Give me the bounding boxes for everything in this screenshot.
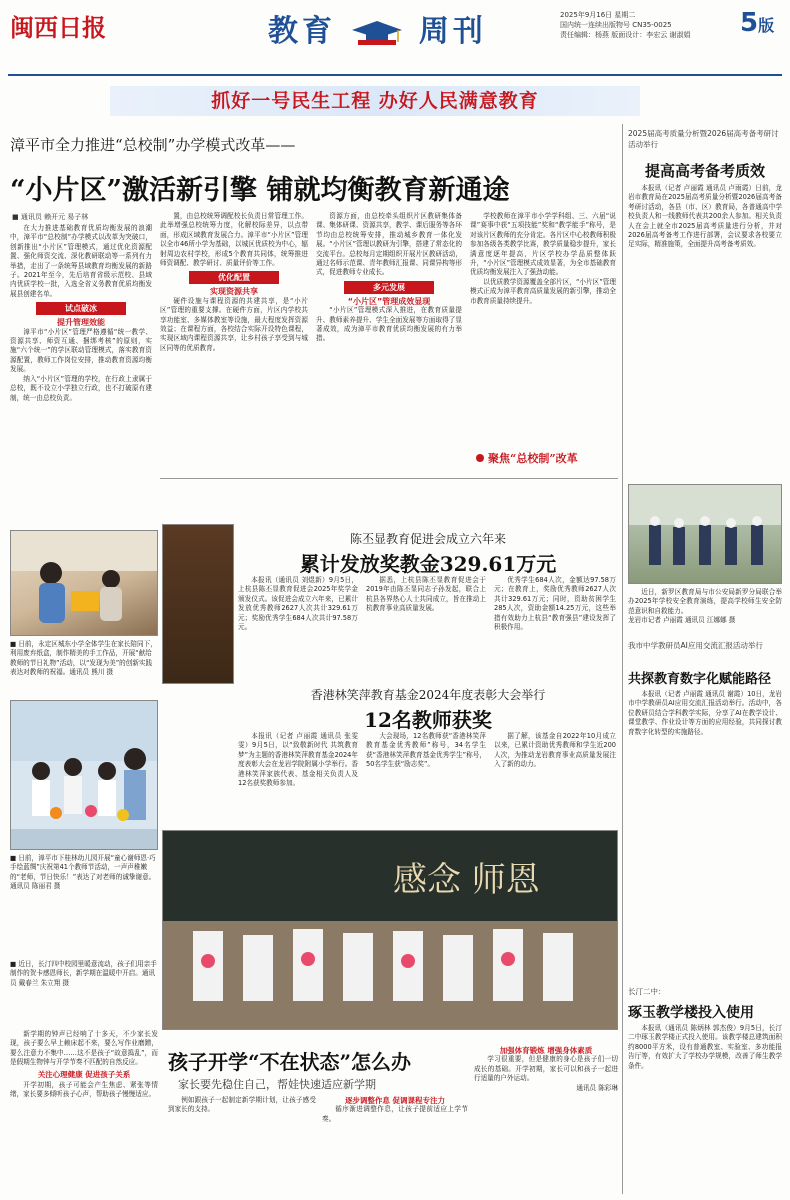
side-headline-3: 琢玉教学楼投入使用 bbox=[628, 1005, 754, 1021]
lead-subhead-3b: “小片区”管理成效显现 bbox=[347, 296, 431, 306]
lead-rule bbox=[160, 478, 618, 479]
lead-col3-text: 资源方面，由总校牵头组织片区教研集体备课、集体研课、资源共享，教学、课后服务等各环节均由总校统筹安排，推动城乡教育一体化发展。“小片区”管理以教研为引擎，搭建了常态化的交流平台。总校每月定期组织开展片区教研活动，通过名师示范课、青年教师汇报课、同课异构等形式，促进教师专业成长。 bbox=[316, 212, 462, 277]
bottom-col1-text: 新学期的钟声已经响了十多天，不少家长发现，孩子要么早上赖床起不来，要么写作业磨蹭，要么注意力不集中……这不是孩子“故意捣乱”，而是假期生物钟与开学节奏不匹配的自然反应。 bbox=[10, 1030, 158, 1067]
side-mini-title-1: 2025届高考质量分析暨2026届高考备考研讨活动举行 bbox=[628, 129, 779, 149]
lead-col1-text: 在大力推进基础教育优质均衡发展的浪潮中，漳平市“总校制”办学模式以改革为突破口，创新推出“小片区”管理模式，通过优化资源配置、强化师资交流、深化教研联动等一系列有力举措，走出了一条统筹县域教育均衡发展的新路子。2021年至今，先后培育省级示范校、县域内优质学校一批，入选全省义务教育优质均衡发展县创建名单。 bbox=[10, 224, 152, 298]
side-text-2-content: 本报讯（记者 卢丽霞 通讯员 谢霞）10日，龙岩市中学教研员AI应用交流汇报活动举行。活动中，各位教研员结合学科教学实际，分享了AI在教学设计、课堂教学、作业设计等方面的应用经验，共同探讨教育数字化转型的实施路径。 bbox=[628, 690, 782, 736]
lead-col2-text: 置，由总校统筹调配校长负责日常管理工作。此举增强总校统筹力度，化解校际差异，以点带面，形成区域教育发展合力。漳平市“小片区”管理以全市46所小学为基础，以城区优质校为中心，辐射周边农村学校，形成5个教育共同体，统筹推进师资调配、教学研讨、质量评价等工作。 bbox=[160, 212, 308, 268]
lead-byline: ■ 通讯员 赖开元 易子林 bbox=[12, 213, 89, 221]
side-mini-title-2: 我市中学教研员AI应用交流汇报活动举行 bbox=[628, 641, 763, 650]
bottom-col3-text: 循序渐进调整作息，让孩子提前适应上学节奏。 bbox=[322, 1105, 468, 1123]
lead-col1c-text: 纳入“小片区”管理的学校，在行政上隶属于总校，既不设立小学独立行政，也不打破原有建制，统一由总校负责。 bbox=[10, 374, 152, 402]
lead-column-3 bbox=[316, 212, 462, 474]
side-text-3-content: 本报讯（通讯员 陈炳林 郭杰俊）9月5日，长汀二中琢玉教学楼正式投入使用。该教学楼总建筑面积约8000平方米，设有普通教室、实验室、多功能报告厅等，有效扩大了学校办学规模，改善了师生教学条件。 bbox=[628, 1024, 782, 1070]
bottom-column-4 bbox=[474, 1046, 618, 1194]
page-number-suffix: 版 bbox=[758, 16, 775, 35]
lead-col3b-text: “小片区”管理模式深入推进，在教育质量提升、教师素养提升、学生全面发展等方面取得了显著成效，成为漳平市教育优质均衡发展的有力举措。 bbox=[316, 306, 462, 343]
photo-safety-drill bbox=[628, 484, 782, 584]
bottom-col1b-text: 开学初期，孩子可能会产生焦虑、紧张等情绪，家长要多倾听孩子心声，帮助孩子慢慢适应。 bbox=[10, 1081, 158, 1099]
graduation-cap-icon bbox=[350, 18, 404, 48]
page-number bbox=[740, 8, 774, 38]
award1-col-2 bbox=[366, 576, 486, 676]
page-number-value: 5 bbox=[740, 8, 759, 38]
bottom-column-1 bbox=[10, 1030, 158, 1194]
photo-caption-1: ■ 日前，永定区城东小学全体学生在家长陪同下，利用废弃纸盒，制作精美的手工作品，开展“献给教师的节日礼物”活动，以“发现为美”的创新实践表达对教师的祝福。通讯员 熊川 摄 bbox=[10, 640, 157, 677]
svg-text:感念 师恩: 感念 师恩 bbox=[393, 860, 540, 900]
award2-col-2 bbox=[366, 732, 486, 826]
award2-text-1: 本报讯（记者 卢丽霞 通讯员 张雯雯）9月5日，以“致敬新时代 共筑教育梦”为主题的香港林笑萍教育基金2024年度表彰大会在龙岩学院附属小学举行。香港林笑萍家族代表、基金相关负责人及12名获奖教师参加。 bbox=[238, 732, 358, 788]
side-headline-2: 共探教育数字化赋能路径 bbox=[628, 672, 772, 687]
side-text-2 bbox=[628, 690, 782, 980]
side-headline-1: 提高高考备考质效 bbox=[644, 162, 765, 180]
lead-kicker: 漳平市全力推进“总校制”办学模式改革—— bbox=[10, 136, 296, 154]
bottom-column-3 bbox=[322, 1096, 468, 1194]
photo-class-flowers-art bbox=[11, 701, 158, 850]
award2-kicker: 香港林笑萍教育基金2024年度表彰大会举行 bbox=[310, 688, 546, 702]
photo-class-flowers bbox=[10, 700, 158, 850]
side-text-3 bbox=[628, 1024, 782, 1194]
award2-headline: 12名教师获奖 bbox=[364, 708, 492, 732]
award1-text-3: 优秀学生684人次，金额达97.58万元；在教育上，奖励优秀教师2627人次共计329.61万元；同时，资助贫困学生285人次，资助金额14.25万元，这些举措有效助力上杭县“教育强县”建设发挥了积极作用。 bbox=[494, 576, 616, 632]
bottom-subheadline: 家长要先稳住自己，帮娃快速适应新学期 bbox=[178, 1078, 376, 1091]
slogan-banner: 抓好一号民生工程 办好人民满意教育 bbox=[110, 86, 640, 116]
bottom-headline: 孩子开学“不在状态”怎么办 bbox=[168, 1050, 412, 1074]
side-photo-author: 龙岩市记者 卢丽霞 通讯员 江娜娜 摄 bbox=[628, 616, 736, 625]
lead-subhead-1: 试点破冰 bbox=[36, 302, 126, 315]
lead-col2b-text: 硬件设施与课程资源的共建共享，是“小片区”管理的重要支撑。在硬件方面，片区内学校共享功能室、多媒体教室等设施，最大程度发挥资源效益；在课程方面，各校结合实际开设特色课程，实现区域内课程资源共享，让乡村孩子享受到与城区同等的优质教育。 bbox=[160, 296, 308, 352]
lead-col4-text: 学校教师在漳平市小学学科组、三、六届“说课”赛事中获“五项技能”奖和“教学能手”称号，是对该片区教师的充分肯定。各片区中心校教师积极参加各级各类教学比赛，教学质量稳步提升，家长满意度逐年提高，片区学校办学品质整体跃升，“小片区”管理模式成效显著，为全市基础教育优质均衡发展注入了强劲动能。 bbox=[470, 212, 616, 277]
photo-caption-2: ■ 日前，漳平市下桂林幼儿园开展“童心谢师恩·巧手绘蓝绸”庆祝第41个教师节活动，一声声稚嫩的“老师，节日快乐！”表达了对老师的诚挚谢意。通讯员 陈丽君 摄 bbox=[10, 854, 156, 891]
focus-tag bbox=[476, 450, 578, 466]
section-title-part1: 教育 bbox=[268, 14, 336, 49]
photo-caption-3: ■ 近日，长汀四中校园里暖意流动，孩子们用亲手制作的贺卡感恩师长，新学期在温暖中开启。通讯员 戴春兰 朱立翔 摄 bbox=[10, 960, 157, 987]
bottom-column-2 bbox=[168, 1096, 316, 1194]
lead-column-1 bbox=[10, 224, 152, 526]
lead-col4b-text: 以优质教学资源覆盖全部片区，“小片区”管理模式正成为漳平教育高质量发展的新引擎，推动全市教育质量持续提升。 bbox=[470, 277, 616, 305]
editor-line: 责任编辑：杨燕 版面设计：李宏云 谢淑娟 bbox=[560, 31, 691, 39]
focus-tag-text: 聚焦“总校制”改革 bbox=[488, 452, 578, 465]
side-mini-title-3: 长汀二中： bbox=[628, 987, 666, 996]
bottom-subhead-1: 关注心理健康 促进孩子关系 bbox=[37, 1069, 131, 1079]
side-text-1-content: 本报讯（记者 卢丽霞 通讯员 卢雨霞）日前，龙岩市教育局在2025届高考质量分析暨2026届高考备考研讨活动，各县（市、区）教育局，各普通高中学校负责人和一线教师代表共200余人参加。相关负责人在会上就全市2025届高考质量进行分析，并对2026届高考备考工作进行部署，会议要求各校要立足实际，精准施策，全面提升高考备考质效。 bbox=[628, 184, 782, 249]
award1-col-1 bbox=[238, 576, 358, 676]
masthead-meta bbox=[560, 10, 730, 40]
side-photo-caption bbox=[628, 588, 782, 634]
bottom-col4-text: 学习很重要，但是健康的身心是孩子们一切成长的基础。开学初期，家长可以和孩子一起进行适量的户外运动。 bbox=[474, 1055, 618, 1083]
award2-text-3: 据了解，该基金自2022年10月成立以来，已累计资助优秀教师和学生近200人次，为推动龙岩教育事业高质量发展注入了新的动力。 bbox=[494, 732, 616, 769]
photo-teacher-ceremony bbox=[162, 524, 234, 684]
photo-thanks-teacher-art bbox=[163, 831, 618, 1030]
newspaper-brand: 闽西日报 bbox=[10, 13, 106, 42]
award2-col-3 bbox=[494, 732, 616, 826]
side-photo-caption-text: 近日，新罗区教育局与市公安局新罗分局联合举办2025年学校安全教育演练，提高学校师生安全防范意识和自救能力。 bbox=[628, 588, 782, 615]
award2-col-1 bbox=[238, 732, 358, 826]
award1-col-3 bbox=[494, 576, 616, 676]
section-title-part2: 周刊 bbox=[418, 14, 487, 49]
issue-line: 国内统一连续出版物号 CN35-0025 bbox=[560, 21, 672, 29]
side-text-1 bbox=[628, 184, 782, 480]
lead-subhead-2: 优化配置 bbox=[189, 271, 279, 284]
date-line: 2025年9月16日 星期二 bbox=[560, 11, 636, 19]
award1-text-2: 据悉，上杭县陈丕显教育促进会于2019年由陈丕显同志子孙发起，联合上杭县各界热心人士共同成立，旨在推动上杭教育事业高质量发展。 bbox=[366, 576, 486, 613]
photo-thanks-teacher bbox=[162, 830, 618, 1030]
focus-dot-icon bbox=[476, 454, 484, 462]
bottom-author: 通讯员 陈彩琳 bbox=[576, 1083, 618, 1092]
photo-safety-drill-art bbox=[629, 485, 782, 584]
award1-headline: 累计发放奖教金329.61万元 bbox=[299, 552, 557, 576]
masthead-rule bbox=[8, 74, 782, 76]
photo-kindergarten-gift bbox=[10, 530, 158, 636]
award1-text-1: 本报讯（通讯员 刘煜新）9月5日，上杭县陈丕显教育促进会2025年奖学金颁发仪式。该促进会成立六年来，已累计发放优秀教师2627人次共计329.61万元；奖励优秀学生684人次共计97.58万元。 bbox=[238, 576, 358, 632]
lead-subhead-2b: 实现资源共享 bbox=[210, 287, 258, 297]
award1-kicker: 陈丕显教育促进会成立六年来 bbox=[349, 532, 506, 546]
bottom-subhead-2: 逐步调整作息 促调课程专注力 bbox=[344, 1096, 446, 1105]
lead-column-2 bbox=[160, 212, 308, 474]
photo-kindergarten-gift-art bbox=[11, 531, 158, 636]
lead-col1b-text: 漳平市“小片区”管理严格遵循“统一教学、资源共享、师资互通、捆绑考核”的原则，实施“六个统一”的学区联动管理模式，落实教育资源配置，教师工作岗位安排，推动教育资源均衡发展。 bbox=[10, 327, 152, 374]
lead-subhead-1b: 提升管理效能 bbox=[57, 318, 105, 328]
sidebar-divider bbox=[622, 124, 623, 1194]
section-title bbox=[268, 6, 487, 50]
bottom-col2-text: 例如跟孩子一起制定新学期计划，让孩子感受到家长的支持。 bbox=[168, 1096, 316, 1114]
lead-subhead-3: 多元发展 bbox=[344, 281, 434, 294]
award2-text-2: 大会现场，12名教师获“香港林笑萍教育基金优秀教师”称号，34名学生获“香港林笑萍教育基金优秀学生”称号，50名学生获“励志奖”。 bbox=[366, 732, 486, 769]
lead-column-4 bbox=[470, 212, 616, 444]
bottom-subhead-3: 加强体育锻炼 增强身体素质 bbox=[499, 1046, 593, 1055]
lead-headline: “小片区”激活新引擎 铺就均衡教育新通途 bbox=[10, 175, 510, 206]
